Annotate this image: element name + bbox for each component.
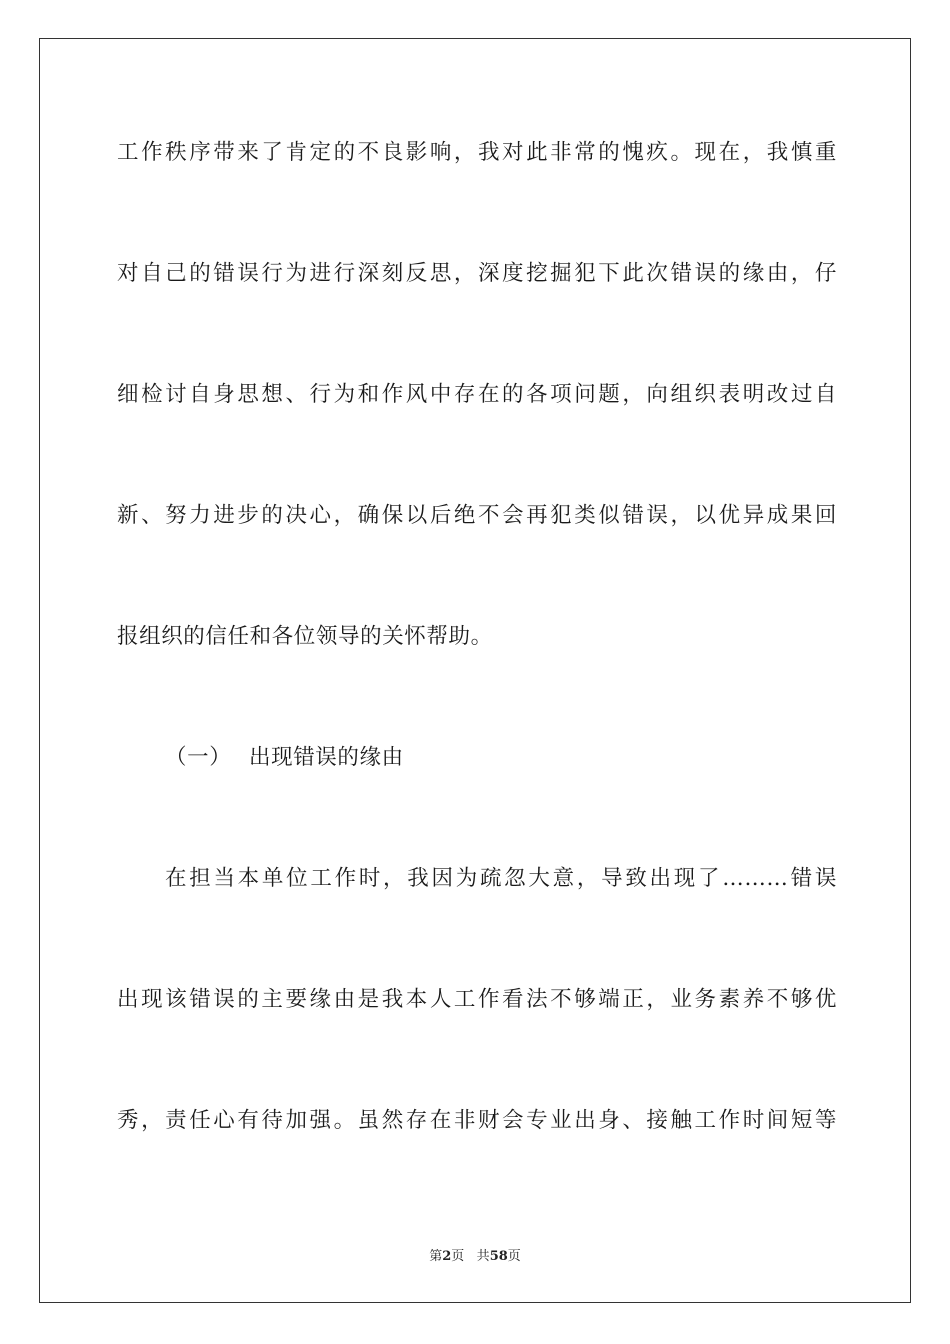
page-prefix: 第: [429, 1249, 443, 1264]
section-heading-text: 出现错误的缘由: [249, 745, 404, 770]
page-suffix: 页: [451, 1249, 465, 1264]
paragraph-first-line: 在担当本单位工作时，我因为疏忽大意，导致出现了………错误: [165, 866, 837, 891]
body-line-2: 对自己的错误行为进行深刻反思，深度挖掘犯下此次错误的缘由，仔: [117, 261, 837, 286]
total-pages: 58: [489, 1249, 508, 1264]
total-prefix: 共: [476, 1249, 490, 1264]
body-line-1: 工作秩序带来了肯定的不良影响，我对此非常的愧疚。现在，我慎重: [117, 140, 837, 165]
paragraph-line-2: 出现该错误的主要缘由是我本人工作看法不够端正，业务素养不够优: [117, 987, 837, 1012]
body-line-4: 新、努力进步的决心，确保以后绝不会再犯类似错误，以优异成果回: [117, 503, 837, 528]
page-footer: [0, 1248, 950, 1266]
page-number: 2: [442, 1249, 452, 1264]
paragraph-line-3: 秀，责任心有待加强。虽然存在非财会专业出身、接触工作时间短等: [117, 1108, 837, 1133]
body-line-3: 细检讨自身思想、行为和作风中存在的各项问题，向组织表明改过自: [117, 382, 837, 407]
section-heading: [165, 743, 885, 773]
total-suffix: 页: [507, 1249, 521, 1264]
body-line-5: 报组织的信任和各位领导的关怀帮助。: [117, 624, 493, 649]
section-heading-number: （一）: [165, 745, 232, 770]
